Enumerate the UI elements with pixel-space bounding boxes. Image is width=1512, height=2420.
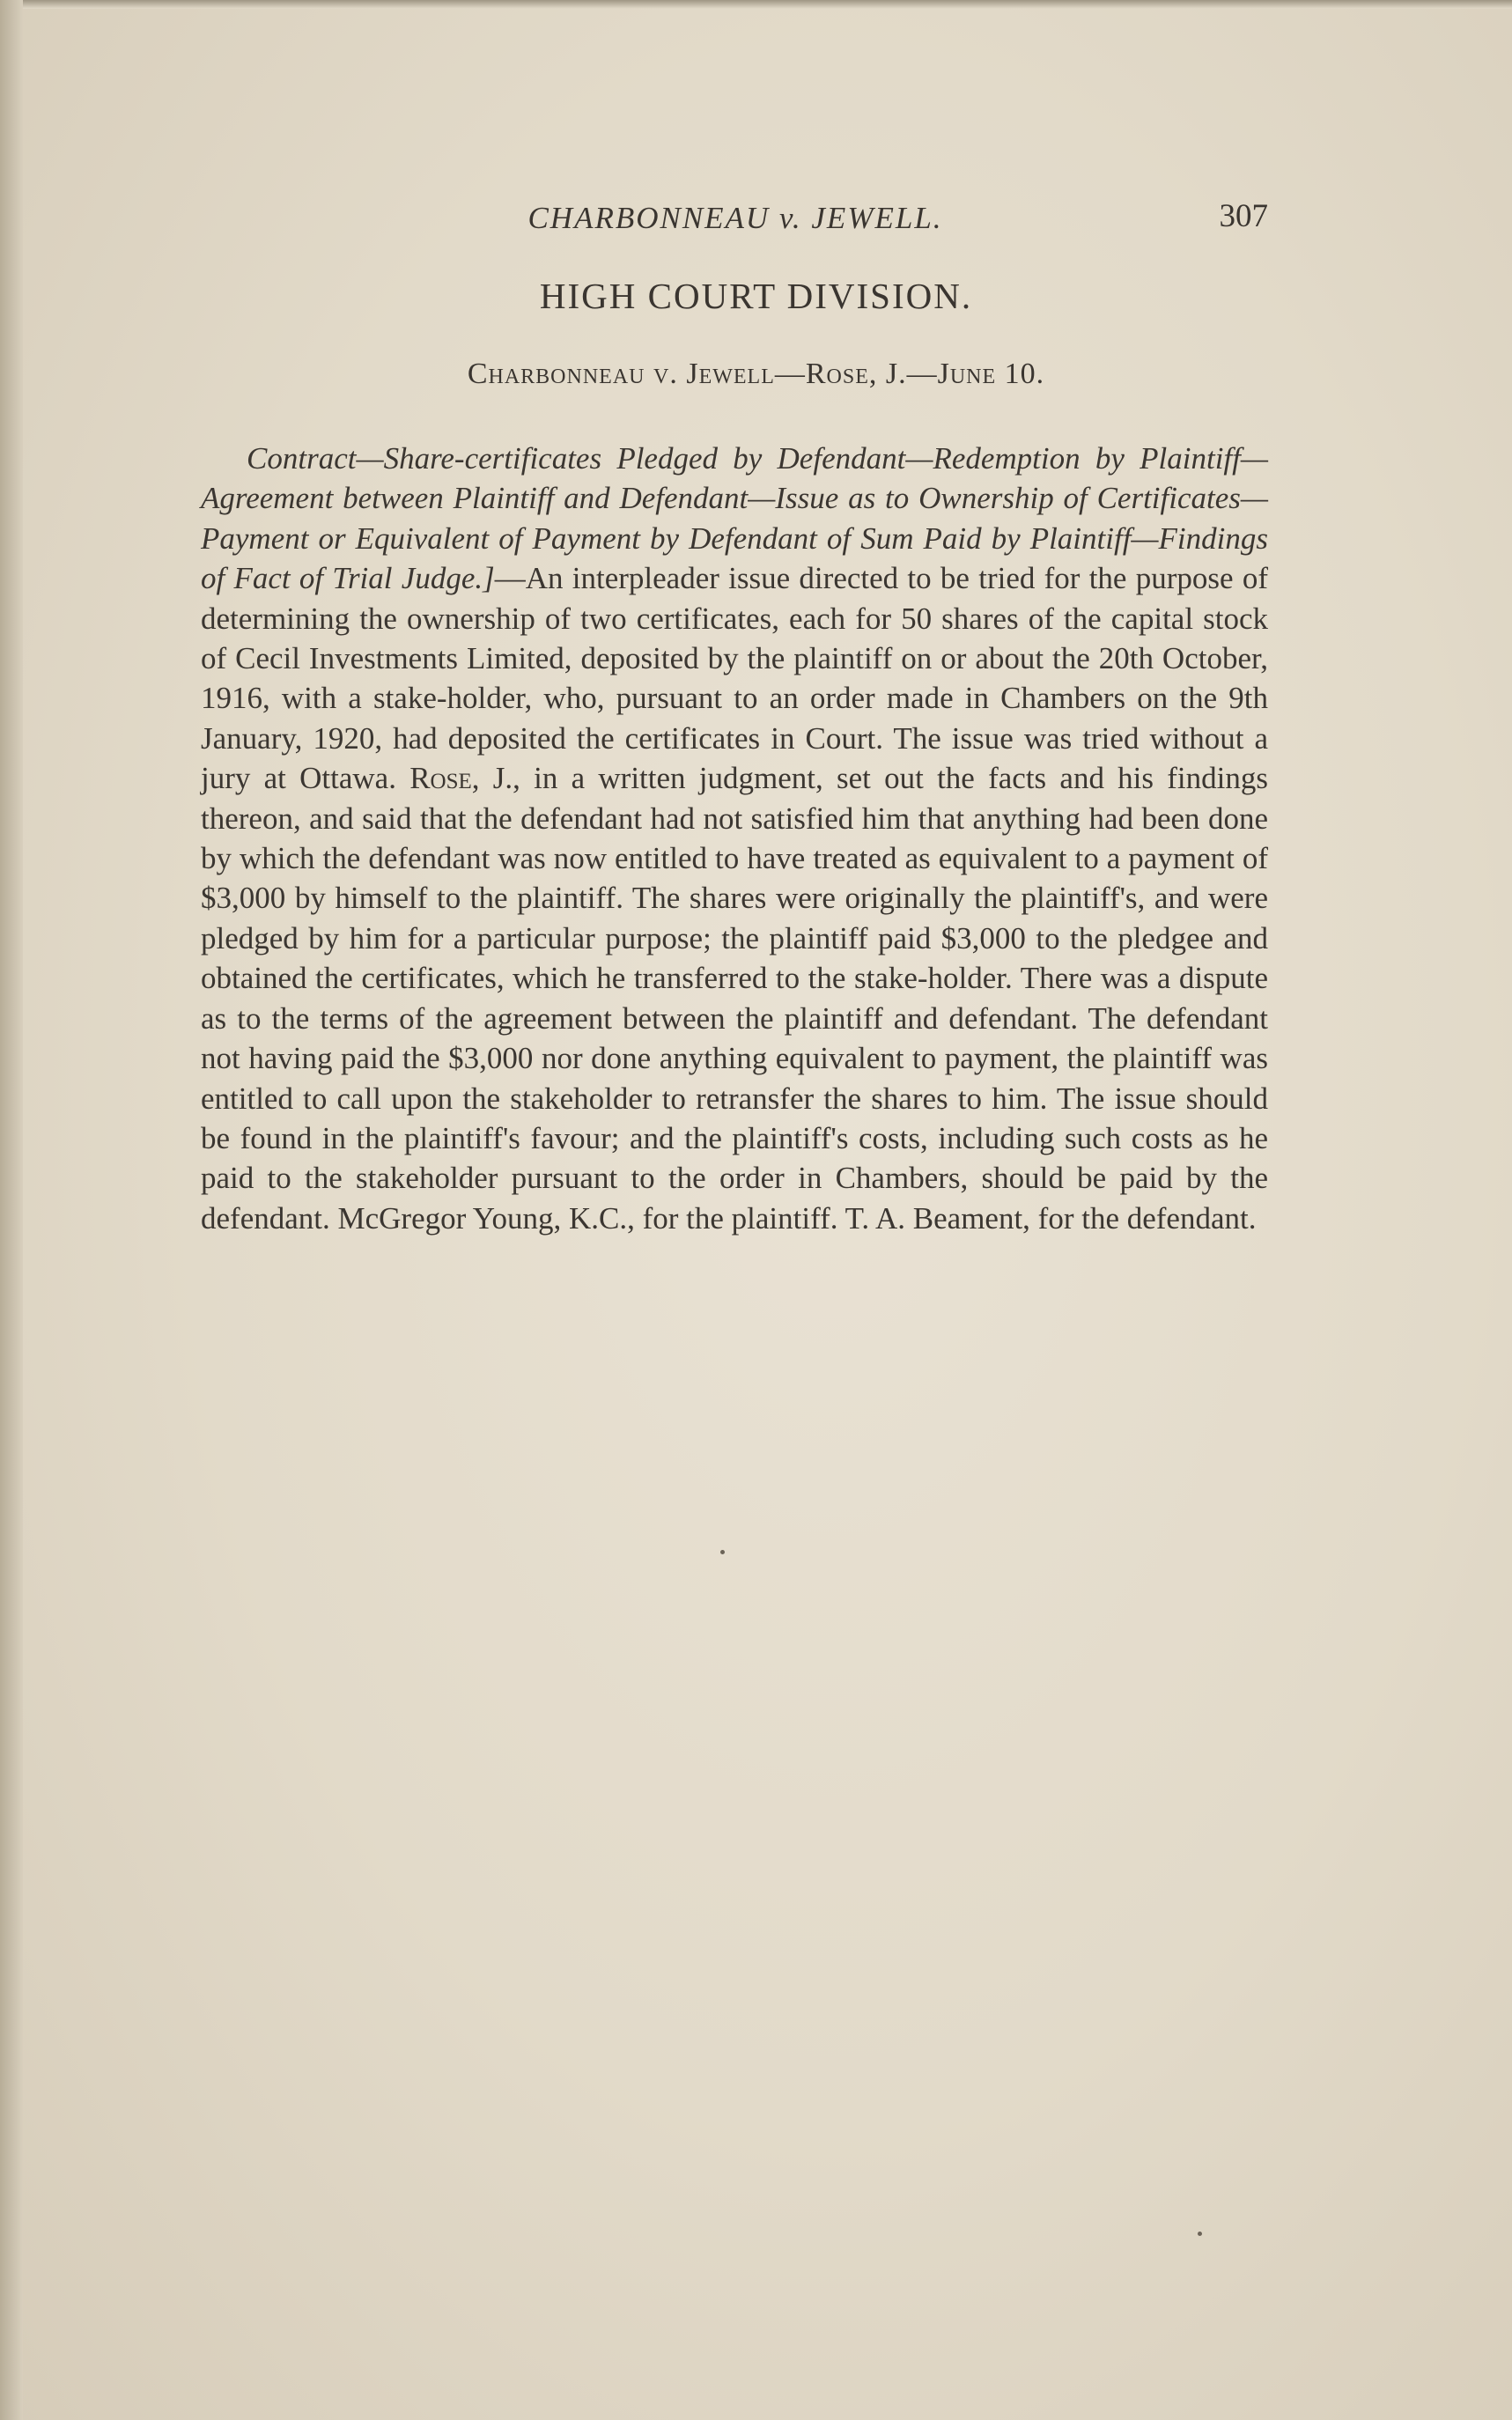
page-top-edge <box>0 0 1512 9</box>
division-title: HIGH COURT DIVISION. <box>539 276 973 316</box>
print-speck <box>1198 2232 1202 2236</box>
report-text-part-2: , in a written judgment, set out the facts and his findings thereon, and said that the defendant had not satisfied him that anything had been done by which the defendant was now entitled to have treated as equivalent to a payment of $3,000 by himself to the plaintiff. The shares were originally the plaintiff's, and were pledged by him for a particular purpose; the plaintiff paid $3,000 to the pledgee and obtained the certificates, which he transferred to the stake-holder. There was a dispute as to the terms of the agreement between the plaintiff and defendant. The defendant not having paid the $3,000 nor done anything equivalent to payment, the plaintiff was entitled to call upon the stakeholder to retransfer the shares to him. The issue should be found in the plaintiff's favour; and the plaintiff's costs, including such costs as he paid to the stakeholder pursuant to the order in Chambers, should be paid by the defendant. McGregor Young, K.C., for the plaintiff. T. A. Beament, for the defendant. <box>201 761 1268 1236</box>
case-title-line: Charbonneau v. Jewell—Rose, J.—June 10. <box>467 358 1045 390</box>
page-number: 307 <box>1219 198 1268 234</box>
running-head-title: CHARBONNEAU v. JEWELL. <box>527 201 943 235</box>
report-body <box>201 439 1268 1238</box>
judge-name: Rose, J. <box>409 761 513 796</box>
running-head <box>203 198 1268 245</box>
report-paragraph <box>201 439 1268 1238</box>
headnote: Contract—Share-certificates Pledged by Defendant—Redemption by Plaintiff—Agreement between Plaintiff and Defendant—Issue as to Ownership of Certificates—Payment or Equivalent of Payment by Defendant of Sum Paid by Plaintiff—Findings of Fact of Trial Judge.] <box>201 441 1268 596</box>
print-speck <box>720 1550 725 1554</box>
report-text-part-1: —An interpleader issue directed to be tried for the purpose of determining the ownership of two certificates, each for 50 shares of the capital stock of Cecil Investments Limited, deposited by the plaintiff on or about the 20th October, 1916, with a stake-holder, who, pursuant to an order made in Chambers on the 9th January, 1920, had deposited the certificates in Court. The issue was tried without a jury at Ottawa. <box>201 561 1268 796</box>
